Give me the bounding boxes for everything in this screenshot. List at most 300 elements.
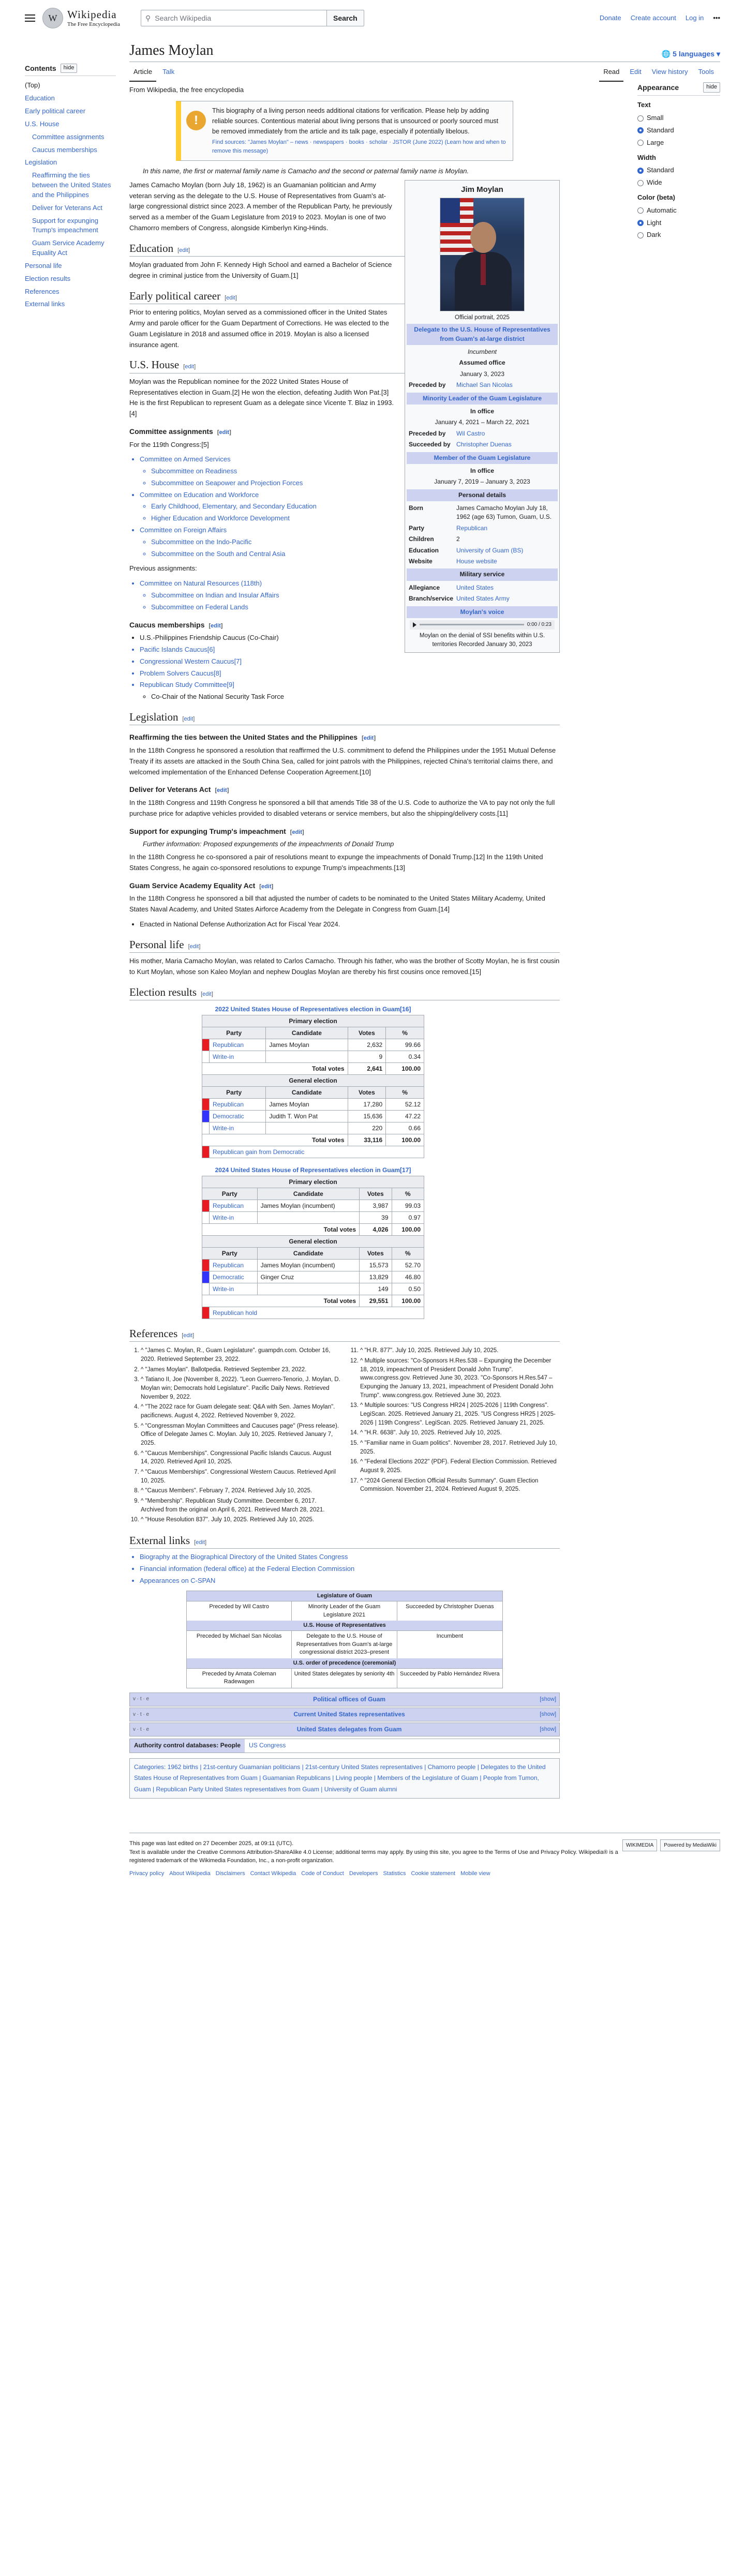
tab-edit[interactable]: Edit <box>630 68 642 76</box>
appearance-option[interactable] <box>637 165 720 176</box>
footer-link[interactable]: Privacy policy <box>129 1870 165 1877</box>
infobox-row-value: James Camacho Moylan July 18, 1962 (age 63) Tumon, Guam, U.S. <box>456 504 552 521</box>
vote-count: 149 <box>360 1283 392 1295</box>
subcommittee-item[interactable]: ◦ Subcommittee on the South and Central Asia <box>151 549 560 560</box>
footer-link[interactable]: Disclaimers <box>215 1870 245 1877</box>
election-row <box>202 1283 424 1295</box>
tab-tools[interactable]: Tools <box>698 68 714 76</box>
subcommittee-item[interactable]: ◦ Subcommittee on the Indo-Pacific <box>151 537 560 548</box>
reference-item[interactable]: 3. ^ Tatiano II, Joe (November 8, 2022). "Leon Guerrero-Tenorio, J. Moylan, D. Moylan win; Democrats hold Legislature". Pacific Daily News. Retrieved November 9, 2022. <box>141 1375 340 1401</box>
appearance-option-label: Small <box>647 114 664 122</box>
edit-section-link[interactable]: [edit] <box>208 622 223 629</box>
infobox-row <box>407 523 558 534</box>
subcommittee-item[interactable]: ◦ Subcommittee on Indian and Insular Affairs <box>151 590 560 601</box>
party-name[interactable]: Democratic <box>210 1110 266 1122</box>
infobox-row-label: Born <box>409 504 423 512</box>
party-color-swatch <box>202 1211 210 1223</box>
tab-talk[interactable]: Talk <box>162 68 175 76</box>
navbox-vte-links[interactable]: v · t · e <box>133 1711 150 1717</box>
party-color-swatch <box>202 1098 210 1110</box>
personal-tools <box>600 13 720 24</box>
external-link[interactable]: • Appearances on C-SPAN <box>140 1576 560 1586</box>
party-name[interactable]: Republican <box>210 1200 258 1211</box>
heading-philippines <box>129 731 560 743</box>
reference-item[interactable]: 7. ^ "Caucus Memberships". Congressional Western Caucus. Retrieved April 10, 2025. <box>141 1468 340 1485</box>
title-bar <box>129 36 720 62</box>
heading-academy-act <box>129 880 560 892</box>
edit-section-link[interactable]: [edit] <box>188 943 201 950</box>
main-content <box>116 36 720 1802</box>
language-count: 5 languages <box>673 49 715 58</box>
footer-badges <box>622 1839 720 1878</box>
preceded-row-2 <box>407 428 558 439</box>
subcommittee-item[interactable]: ◦ Higher Education and Workforce Development <box>151 513 560 524</box>
total-votes-count: 2,641 <box>348 1062 386 1074</box>
toc-item[interactable]: Deliver for Veterans Act <box>32 203 102 212</box>
caucus-item[interactable]: • Problem Solvers Caucus[8] <box>140 668 560 679</box>
party-color-swatch <box>202 1051 210 1062</box>
total-votes-count: 33,116 <box>348 1134 386 1146</box>
succession-cell[interactable]: Succeeded by Pablo Hernández Rivera <box>397 1668 502 1688</box>
appearance-option-label: Wide <box>647 178 662 187</box>
edit-label[interactable]: edit <box>202 991 212 997</box>
more-options-icon[interactable]: ••• <box>713 13 720 22</box>
footer-links <box>129 1869 622 1878</box>
infobox-row-value[interactable]: Republican <box>456 524 488 532</box>
reference-item[interactable]: 11. ^ "H.R. 877". July 10, 2025. Retrieved July 10, 2025. <box>360 1346 560 1355</box>
election-caption[interactable]: 2024 United States House of Representatives election in Guam[17] <box>215 1166 411 1174</box>
navbox-title[interactable]: Political offices of Guam <box>313 1695 386 1703</box>
office-legislature-member[interactable]: Member of the Guam Legislature <box>407 452 558 464</box>
party-name[interactable]: Republican <box>210 1259 258 1271</box>
reference-item[interactable]: 2. ^ "James Moylan". Ballotpedia. Retrieved September 23, 2022. <box>141 1366 340 1374</box>
create-account-link[interactable]: Create account <box>630 13 676 22</box>
preceded-value-2[interactable]: Wil Castro <box>456 429 485 437</box>
appearance-option[interactable] <box>637 218 720 229</box>
radio-button-icon[interactable] <box>637 207 644 214</box>
reference-item[interactable]: 13. ^ Multiple sources: "US Congress HR24 | 2025-2026 | 119th Congress". LegiScan. 2025. Retrieved January 21, 2025. "US Congress HR25 | 2025-2026 | 119th Congress". LegiScan. 2025. Retrieved January 21, 2025. <box>360 1401 560 1427</box>
reference-item[interactable]: 8. ^ "Caucus Members". February 7, 2024. Retrieved July 10, 2025. <box>141 1487 340 1495</box>
subcommittee-item[interactable]: ◦ Early Childhood, Elementary, and Secondary Education <box>151 501 560 512</box>
article-body <box>129 82 560 1802</box>
infobox-row-value[interactable]: United States <box>456 583 494 591</box>
edit-label[interactable]: edit <box>211 622 221 629</box>
page-footer <box>129 1833 720 1878</box>
search-form <box>141 10 364 26</box>
bottom-spacer <box>0 1878 745 1898</box>
heading-veterans-act-text: Deliver for Veterans Act <box>129 785 211 794</box>
reference-item[interactable]: 17. ^ "2024 General Election Official Results Summary". Guam Election Commission. November 21, 2024. Retrieved August 9, 2025. <box>360 1477 560 1494</box>
edit-section-link[interactable]: [edit] <box>194 1539 207 1546</box>
infobox-row-value[interactable]: University of Guam (BS) <box>456 546 524 554</box>
reference-item[interactable]: 9. ^ "Membership". Republican Study Committee. December 6, 2017. Archived from the original on April 6, 2021. Retrieved March 28, 2021. <box>141 1497 340 1514</box>
heading-personal-life <box>129 937 560 953</box>
reference-item[interactable]: 16. ^ "Federal Elections 2022" (PDF). Federal Election Commission. Retrieved August 9, 2025. <box>360 1458 560 1475</box>
party-name[interactable]: Write-in <box>210 1211 258 1223</box>
heading-impeachment <box>129 826 560 837</box>
radio-button-icon[interactable] <box>637 127 644 133</box>
election-caption[interactable]: 2022 United States House of Representatives election in Guam[16] <box>215 1005 411 1013</box>
infobox <box>405 180 560 653</box>
election-result[interactable]: Republican hold <box>210 1307 424 1319</box>
citation-notice <box>176 101 513 161</box>
edit-section-link[interactable]: [edit] <box>259 883 274 890</box>
edit-label[interactable]: edit <box>183 1332 193 1339</box>
voice-header[interactable]: Moylan's voice <box>407 606 558 618</box>
language-button[interactable]: 🌐 5 languages ▾ <box>661 49 720 58</box>
office-delegate[interactable]: Delegate to the U.S. House of Representatives from Guam's at-large district <box>407 324 558 345</box>
lead-paragraph: James Camacho Moylan (born July 18, 1962) is an Guamanian politician and Army veteran serving as the delegate to the U.S. House of Representatives from Guam's at-large congressional district since 2023. A member of the Republican Party, he previously served as a member of the Guam Legislature from 2019 to 2023. Moylan is one of two Chamorro members of Congress, alongside Kimberlyn King-Hinds. <box>129 181 392 232</box>
width-label: Width <box>637 153 656 161</box>
succession-cell[interactable]: Succeeded by Christopher Duenas <box>397 1601 502 1621</box>
infobox-row <box>407 503 558 523</box>
vote-percent: 52.70 <box>392 1259 424 1271</box>
width-options <box>637 165 720 188</box>
appearance-option[interactable] <box>637 205 720 216</box>
election-section-row <box>202 1015 424 1027</box>
reference-list <box>129 1345 560 1526</box>
result-color-swatch <box>202 1307 210 1319</box>
appearance-header <box>637 82 720 96</box>
infobox-row <box>407 545 558 556</box>
party-name[interactable]: Democratic <box>210 1271 258 1283</box>
navbox-show-toggle[interactable]: [show] <box>540 1696 556 1702</box>
total-votes-row <box>202 1223 424 1235</box>
search-icon: ⚲ <box>145 13 151 22</box>
portrait-tie <box>481 254 486 285</box>
succession-cell[interactable]: Preceded by Amata Coleman Radewagen <box>187 1668 292 1688</box>
subcommittee-item[interactable]: ◦ Subcommittee on Readiness <box>151 466 560 477</box>
candidate-name: Ginger Cruz <box>257 1271 359 1283</box>
edit-label[interactable]: edit <box>179 247 188 253</box>
toc-hide-button[interactable]: hide <box>61 64 78 73</box>
committee-item[interactable]: • Committee on Foreign Affairs <box>140 525 560 536</box>
in-office-text: In office <box>470 407 494 415</box>
search-button[interactable]: Search <box>327 10 364 26</box>
total-votes-count: 4,026 <box>360 1223 392 1235</box>
election-result[interactable]: Republican gain from Democratic <box>210 1146 424 1158</box>
minority-leader-dates: January 4, 2021 – March 22, 2021 <box>435 418 530 426</box>
subcommittee-item[interactable]: ◦ Subcommittee on Federal Lands <box>151 602 560 613</box>
succession-cell[interactable]: Delegate to the U.S. House of Representatives from Guam's at-large congressional district 2023–present <box>292 1630 397 1658</box>
play-icon[interactable] <box>413 622 416 627</box>
election-row <box>202 1098 424 1110</box>
office-minority-leader[interactable]: Minority Leader of the Guam Legislature <box>407 393 558 405</box>
toc-item[interactable]: External links <box>25 300 65 308</box>
vote-count: 9 <box>348 1051 386 1062</box>
appearance-option[interactable] <box>637 177 720 188</box>
edit-label[interactable]: edit <box>226 294 235 301</box>
wikipedia-logo-icon[interactable]: W <box>42 8 63 28</box>
edit-label[interactable]: edit <box>185 364 195 370</box>
login-link[interactable]: Log in <box>685 13 704 22</box>
party-color-swatch <box>202 1259 210 1271</box>
categories-text[interactable]: Categories: 1962 births | 21st-century Guamanian politicians | 21st-century United States representatives | Chamorro people | Delegates to the United States House of Representatives from Guam | Guamanian Republicans | Living people | Members of the Legislature of Guam | People from Tumon, Guam | Republican Party United States representatives from Guam | University of Guam alumni <box>134 1763 546 1793</box>
us-house-text: Moylan was the Republican nominee for the 2022 United States House of Representatives election in Guam.[2] He won the election, defeating Judith Won Pat.[3] He is the first Republican to represent Guam as a delegate since Vicente T. Blaz in 1993.[4] <box>129 377 394 418</box>
party-name[interactable]: Write-in <box>210 1283 258 1295</box>
party-name[interactable]: Republican <box>210 1098 266 1110</box>
toc-item[interactable]: (Top) <box>25 81 40 89</box>
radio-button-icon[interactable] <box>637 180 644 186</box>
search-input[interactable] <box>141 10 327 26</box>
appearance-option-label: Standard <box>647 166 674 174</box>
vote-percent: 0.34 <box>386 1051 424 1062</box>
appearance-option[interactable] <box>637 230 720 241</box>
footer-link[interactable]: Developers <box>349 1870 378 1877</box>
succession-header[interactable]: U.S. order of precedence (ceremonial) <box>187 1658 502 1668</box>
candidate-name <box>266 1122 348 1134</box>
toc-item[interactable]: Legislation <box>25 158 57 167</box>
edit-section-link[interactable]: [edit] <box>182 716 195 723</box>
party-name[interactable]: Write-in <box>210 1051 266 1062</box>
succession-header[interactable]: U.S. House of Representatives <box>187 1621 502 1630</box>
reference-item[interactable]: 15. ^ "Familiar name in Guam politics". November 28, 2017. Retrieved July 10, 2025. <box>360 1439 560 1456</box>
election-section-header: General election <box>202 1074 424 1086</box>
total-votes-percent: 100.00 <box>386 1134 424 1146</box>
reference-item[interactable]: 6. ^ "Caucus Memberships". Congressional Pacific Islands Caucus. August 14, 2020. Retrieved April 10, 2025. <box>141 1449 340 1466</box>
heading-early-career-text: Early political career <box>129 289 221 302</box>
navbox-vte-links[interactable]: v · t · e <box>133 1696 150 1702</box>
in-office-text-2: In office <box>470 467 494 474</box>
external-link[interactable]: • Financial information (federal office) at the Federal Election Commission <box>140 1564 560 1575</box>
toc-title: Contents <box>25 64 56 72</box>
toc-item[interactable]: Education <box>25 94 55 102</box>
toc-item[interactable]: Guam Service Academy Equality Act <box>32 239 105 257</box>
column-header: Candidate <box>266 1086 348 1098</box>
succession-header[interactable]: Legislature of Guam <box>187 1591 502 1601</box>
infobox-row <box>407 534 558 545</box>
external-links-list <box>140 1552 560 1586</box>
candidate-name: James Moylan (incumbent) <box>257 1259 359 1271</box>
page-title: James Moylan <box>129 42 214 59</box>
reference-item[interactable]: 4. ^ "The 2022 race for Guam delegate seat: Q&A with Sen. James Moylan". pacificnews. August 4, 2022. Retrieved November 9, 2022. <box>141 1403 340 1420</box>
reference-item[interactable]: 5. ^ "Congressman Moylan Committees and Caucuses page" (Press release). Office of Delegate James C. Moylan. July 10, 2025. Retrieved January 7, 2025. <box>141 1422 340 1448</box>
authority-value[interactable]: US Congress <box>249 1742 286 1749</box>
page-container <box>0 36 745 1802</box>
vote-percent: 99.03 <box>392 1200 424 1211</box>
edit-section-link[interactable]: [edit] <box>225 294 237 301</box>
edit-section-link[interactable]: [edit] <box>217 429 231 436</box>
vote-count: 15,573 <box>360 1259 392 1271</box>
appearance-option[interactable] <box>637 113 720 124</box>
column-header: Candidate <box>257 1188 359 1200</box>
radio-button-icon[interactable] <box>637 115 644 122</box>
wikimedia-badge[interactable]: WIKIMEDIA <box>622 1839 657 1851</box>
us-flag-graphic <box>440 198 473 255</box>
toc-item[interactable]: Early political career <box>25 107 86 115</box>
references-right <box>360 1345 560 1526</box>
navbox-show-toggle[interactable]: [show] <box>540 1726 556 1732</box>
election-row <box>202 1122 424 1134</box>
donate-link[interactable]: Donate <box>599 13 621 22</box>
radio-button-icon[interactable] <box>637 232 644 238</box>
footer-link[interactable]: Code of Conduct <box>301 1870 344 1877</box>
election-row <box>202 1039 424 1051</box>
appearance-option-label: Automatic <box>647 206 677 214</box>
election-section-header: Primary election <box>202 1015 424 1027</box>
result-row <box>202 1146 424 1158</box>
audio-player[interactable] <box>410 620 555 630</box>
search-placeholder: Search Wikipedia <box>155 13 212 22</box>
footer-link[interactable]: Cookie statement <box>411 1870 456 1877</box>
reference-item[interactable]: 14. ^ "H.R. 6638". July 10, 2025. Retrieved July 10, 2025. <box>360 1429 560 1437</box>
toc-item[interactable]: Personal life <box>25 261 62 269</box>
heading-personal-life-text: Personal life <box>129 938 184 951</box>
edit-label[interactable]: edit <box>217 787 227 794</box>
reference-item[interactable]: 12. ^ Multiple sources: "Co-Sponsors H.Res.538 – Expunging the December 18, 2019, impeachment of President Donald John Trump". www.congress.gov. Retrieved June 30, 2023. "Co-Sponsors H.Res.547 – Expunging the January 13, 2021, impeachment of President Donald John Trump". www.congress.gov. Retrieved June 30, 2023. <box>360 1357 560 1400</box>
preceded-value[interactable]: Michael San Nicolas <box>456 381 513 389</box>
appearance-option-label: Standard <box>647 126 674 134</box>
edit-section-link[interactable]: [edit] <box>362 735 376 742</box>
external-link[interactable]: • Biography at the Biographical Directory of the United States Congress <box>140 1552 560 1563</box>
navbox-show-toggle[interactable]: [show] <box>540 1711 556 1717</box>
vote-percent: 52.12 <box>386 1098 424 1110</box>
election-table <box>202 1164 424 1319</box>
mediawiki-badge[interactable]: Powered by MediaWiki <box>660 1839 720 1851</box>
party-color-swatch <box>202 1039 210 1051</box>
navbox-title[interactable]: United States delegates from Guam <box>296 1726 402 1733</box>
official-portrait[interactable] <box>440 198 525 311</box>
vote-percent: 46.80 <box>392 1271 424 1283</box>
portrait-head <box>470 222 496 253</box>
toc-item[interactable]: Committee assignments <box>32 132 105 141</box>
edit-section-link[interactable]: [edit] <box>215 787 229 794</box>
edit-label[interactable]: edit <box>292 829 303 835</box>
audio-track[interactable] <box>420 624 524 625</box>
authority-label: Authority control databases: People <box>130 1739 245 1752</box>
caucus-item[interactable]: • Republican Study Committee[9] <box>140 680 560 691</box>
academy-act-item: • Enacted in National Defense Authorization Act for Fiscal Year 2024. <box>140 919 560 930</box>
appearance-option[interactable] <box>637 125 720 136</box>
total-votes-label: Total votes <box>202 1134 348 1146</box>
appearance-hide-button[interactable]: hide <box>703 82 720 93</box>
edit-section-link[interactable]: [edit] <box>183 364 196 370</box>
last-edited: This page was last edited on 27 December 2025, at 09:11 (UTC). <box>129 1840 294 1847</box>
main-menu-icon[interactable] <box>25 14 35 22</box>
heading-references-text: References <box>129 1327 178 1340</box>
radio-button-icon[interactable] <box>637 140 644 146</box>
succession-cell[interactable]: Incumbent <box>397 1630 502 1658</box>
heading-us-house-text: U.S. House <box>129 358 180 371</box>
total-votes-label: Total votes <box>202 1223 360 1235</box>
edit-label[interactable]: edit <box>184 716 193 723</box>
find-sources-links[interactable]: Find sources: "James Moylan" – news · newspapers · books · scholar · JSTOR (June 2022) (Learn how and when to remove this message) <box>212 139 506 155</box>
infobox-row-value: 2 <box>456 535 460 543</box>
edit-label[interactable]: edit <box>196 1539 205 1546</box>
reference-item[interactable]: 10. ^ "House Resolution 837". July 10, 2025. Retrieved July 10, 2025. <box>141 1516 340 1524</box>
succeeded-value[interactable]: Christopher Duenas <box>456 441 512 448</box>
vote-count: 3,987 <box>360 1200 392 1211</box>
navbox-vte-links[interactable]: v · t · e <box>133 1726 150 1732</box>
committee-item[interactable]: • Committee on Armed Services <box>140 454 560 465</box>
vote-count: 220 <box>348 1122 386 1134</box>
edit-section-link[interactable]: [edit] <box>182 1332 195 1339</box>
personal-details <box>407 503 558 567</box>
vote-percent: 0.50 <box>392 1283 424 1295</box>
subcommittee-item[interactable]: ◦ Subcommittee on Seapower and Projection Forces <box>151 478 560 489</box>
toc-item[interactable]: Election results <box>25 274 71 282</box>
radio-button-icon[interactable] <box>637 220 644 226</box>
infobox-row-value[interactable]: United States Army <box>456 595 510 603</box>
party-name[interactable]: Write-in <box>210 1122 266 1134</box>
succession-cell[interactable]: United States delegates by seniority 4th <box>292 1668 397 1688</box>
edit-label[interactable]: edit <box>189 943 199 950</box>
committee-item[interactable]: • Committee on Natural Resources (118th) <box>140 578 560 589</box>
logo-tagline: The Free Encyclopedia <box>67 21 121 27</box>
party-name[interactable]: Republican <box>210 1039 266 1051</box>
total-votes-percent: 100.00 <box>392 1295 424 1307</box>
edit-label[interactable]: edit <box>261 883 272 890</box>
wikipedia-wordmark[interactable] <box>67 9 120 27</box>
education-text: Moylan graduated from John F. Kennedy High School and earned a Bachelor of Science degree in criminal justice from the University of Guam.[1] <box>129 261 392 279</box>
caucus-item[interactable]: • Pacific Islands Caucus[6] <box>140 645 560 655</box>
infobox-title: Jim Moylan <box>461 185 503 194</box>
infobox-row-value[interactable]: House website <box>456 558 497 565</box>
succeeded-label: Succeeded by <box>409 441 451 448</box>
footer-link[interactable]: Contact Wikipedia <box>250 1870 296 1877</box>
appearance-option[interactable] <box>637 138 720 148</box>
column-header: Votes <box>360 1188 392 1200</box>
content-columns <box>129 82 720 1802</box>
succession-cell[interactable]: Preceded by Michael San Nicolas <box>187 1630 292 1658</box>
party-column-header: Party <box>202 1027 266 1039</box>
navbox-title[interactable]: Current United States representatives <box>293 1710 405 1718</box>
footer-link[interactable]: About Wikipedia <box>169 1870 211 1877</box>
election-tables <box>129 1004 560 1319</box>
navbox-collapsed <box>129 1708 560 1721</box>
heading-academy-act-text: Guam Service Academy Equality Act <box>129 881 256 890</box>
toc-item[interactable]: Reaffirming the ties between the United States and the Philippines <box>32 171 111 199</box>
succession-cell[interactable]: Preceded by Wil Castro <box>187 1601 292 1621</box>
in-office-label-2 <box>407 466 558 476</box>
toc-item[interactable]: Support for expunging Trump's impeachment <box>32 216 98 234</box>
tab-article[interactable]: Article <box>129 64 156 82</box>
footer-link[interactable]: Statistics <box>383 1870 406 1877</box>
reference-item[interactable]: 1. ^ "James C. Moylan, R., Guam Legislature". guampdn.com. October 16, 2020. Retrieved September 23, 2022. <box>141 1346 340 1364</box>
edit-section-link[interactable]: [edit] <box>177 247 190 253</box>
succession-cell[interactable]: Minority Leader of the Guam Legislature 2021 <box>292 1601 397 1621</box>
committee-intro: For the 119th Congress:[5] <box>129 440 209 448</box>
edit-label[interactable]: edit <box>219 429 230 436</box>
toc-item[interactable]: Caucus memberships <box>32 145 97 154</box>
tab-read[interactable]: Read <box>599 64 623 82</box>
committee-item[interactable]: • Committee on Education and Workforce <box>140 490 560 501</box>
radio-button-icon[interactable] <box>637 168 644 174</box>
candidate-name <box>266 1051 348 1062</box>
edit-section-link[interactable]: [edit] <box>290 829 304 835</box>
infobox-row-label: Party <box>409 524 425 532</box>
total-votes-label: Total votes <box>202 1295 360 1307</box>
previous-assignments-label: Previous assignments: <box>129 564 197 573</box>
succession-row <box>187 1630 502 1658</box>
caucus-item[interactable]: • Congressional Western Caucus[7] <box>140 656 560 667</box>
infobox-row <box>407 556 558 567</box>
appearance-panel <box>637 82 720 1802</box>
vote-count: 13,829 <box>360 1271 392 1283</box>
total-votes-row <box>202 1295 424 1307</box>
succeeded-row <box>407 439 558 450</box>
toc-item[interactable]: U.S. House <box>25 119 59 128</box>
toc-item[interactable]: References <box>25 287 59 295</box>
edit-label[interactable]: edit <box>363 735 374 742</box>
candidate-name: Judith T. Won Pat <box>266 1110 348 1122</box>
tab-view-history[interactable]: View history <box>651 68 688 76</box>
footer-link[interactable]: Mobile view <box>460 1870 490 1877</box>
military-service-header: Military service <box>407 568 558 580</box>
total-votes-row <box>202 1062 424 1074</box>
edit-section-link[interactable]: [edit] <box>201 991 213 997</box>
incumbent-label <box>407 347 558 357</box>
